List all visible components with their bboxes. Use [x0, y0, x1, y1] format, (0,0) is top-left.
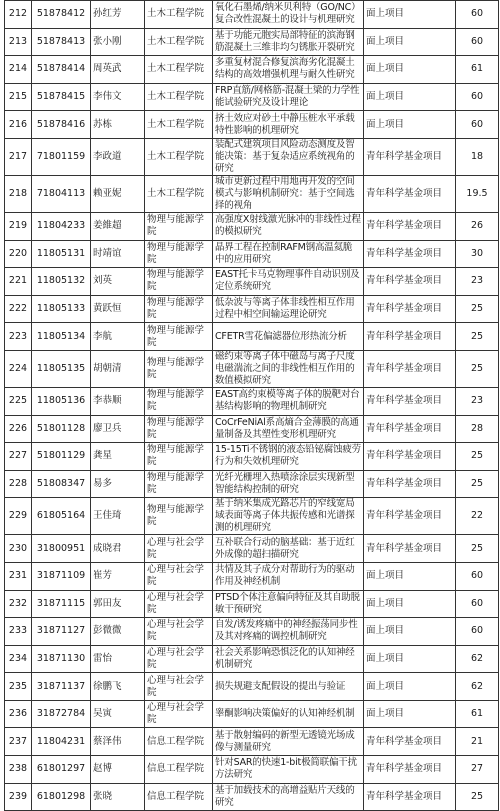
funding-cell: 60	[456, 83, 499, 111]
project-title-cell: 共情及其子成分对帮助行为的驱动作用及神经机制	[213, 562, 364, 590]
project-type-cell: 青年科学基金项目	[364, 783, 456, 811]
row-number-cell: 235	[5, 673, 32, 701]
college-cell: 信息工程学院	[145, 728, 213, 756]
row-number-cell: 213	[5, 28, 32, 56]
project-title-cell: CoCrFeNiAl系高熵合金薄膜的高通量制备及其塑性变形机理研究	[213, 415, 364, 443]
project-type-cell: 青年科学基金项目	[364, 535, 456, 563]
table-row	[5, 138, 499, 175]
college-cell: 物理与能源学院	[145, 268, 213, 296]
project-id-cell: 11805134	[32, 323, 91, 351]
project-title-cell: 互补联合行动的脑基础：基于近红外成像的超扫描研究	[213, 535, 364, 563]
funding-cell: 23	[456, 268, 499, 296]
row-number-cell: 223	[5, 323, 32, 351]
college-cell: 土木工程学院	[145, 56, 213, 84]
project-type-cell: 青年科学基金项目	[364, 323, 456, 351]
researcher-name-cell: 龚星	[91, 443, 145, 471]
funding-cell: 25	[456, 323, 499, 351]
table-row	[5, 783, 499, 811]
row-number-cell: 216	[5, 111, 32, 139]
researcher-name-cell: 易多	[91, 470, 145, 498]
table-row	[5, 350, 499, 387]
project-type-cell: 青年科学基金项目	[364, 470, 456, 498]
table-row	[5, 443, 499, 471]
row-number-cell: 212	[5, 1, 32, 29]
funding-cell: 25	[456, 443, 499, 471]
project-type-cell: 青年科学基金项目	[364, 268, 456, 296]
researcher-name-cell: 赵博	[91, 756, 145, 784]
project-title-cell: 15-15Ti不锈钢的液态铅铋腐蚀疲劳行为和失效机理研究	[213, 443, 364, 471]
college-cell: 心理与社会学院	[145, 645, 213, 673]
researcher-name-cell: 李航	[91, 323, 145, 351]
researcher-name-cell: 蔡泽伟	[91, 728, 145, 756]
college-cell: 信息工程学院	[145, 783, 213, 811]
project-id-cell: 11805131	[32, 240, 91, 268]
funding-cell: 28	[456, 415, 499, 443]
row-number-cell: 226	[5, 415, 32, 443]
table-row	[5, 673, 499, 701]
table-row	[5, 1, 499, 29]
funding-cell: 21	[456, 728, 499, 756]
project-title-cell: 多重复材混合修复滨海劣化混凝土结构的高效增强机理与耐久性研究	[213, 56, 364, 84]
researcher-name-cell: 李政道	[91, 138, 145, 175]
funding-cell: 30	[456, 240, 499, 268]
project-id-cell: 11805132	[32, 268, 91, 296]
college-cell: 物理与能源学院	[145, 295, 213, 323]
row-number-cell: 217	[5, 138, 32, 175]
funding-cell: 60	[456, 1, 499, 29]
project-type-cell: 青年科学基金项目	[364, 295, 456, 323]
researcher-name-cell: 李恭顺	[91, 387, 145, 415]
table-row	[5, 28, 499, 56]
project-type-cell: 青年科学基金项目	[364, 443, 456, 471]
funding-cell: 61	[456, 56, 499, 84]
project-type-cell: 面上项目	[364, 562, 456, 590]
table-row	[5, 756, 499, 784]
project-title-cell: CFETR雪花偏滤器位形热流分析	[213, 323, 364, 351]
funding-cell: 60	[456, 111, 499, 139]
project-type-cell: 青年科学基金项目	[364, 138, 456, 175]
college-cell: 心理与社会学院	[145, 673, 213, 701]
project-table	[4, 0, 499, 811]
row-number-cell: 220	[5, 240, 32, 268]
project-id-cell: 11804231	[32, 728, 91, 756]
table-row	[5, 498, 499, 535]
project-id-cell: 11805136	[32, 387, 91, 415]
table-row	[5, 268, 499, 296]
project-id-cell: 11805133	[32, 295, 91, 323]
college-cell: 土木工程学院	[145, 1, 213, 29]
project-id-cell: 31871137	[32, 673, 91, 701]
project-id-cell: 71801159	[32, 138, 91, 175]
college-cell: 物理与能源学院	[145, 443, 213, 471]
project-title-cell: 损失规避支配假设的提出与验证	[213, 673, 364, 701]
table-row	[5, 535, 499, 563]
college-cell: 物理与能源学院	[145, 350, 213, 387]
project-title-cell: 基于纳米集成光路芯片的窄线宽局域表面等离子体共振传感和光谱探测的机理研究	[213, 498, 364, 535]
project-title-cell: EAST托卡马克物理事件自动识别及定位系统研究	[213, 268, 364, 296]
college-cell: 土木工程学院	[145, 138, 213, 175]
college-cell: 物理与能源学院	[145, 387, 213, 415]
funding-cell: 19.5	[456, 175, 499, 212]
table-row	[5, 700, 499, 728]
researcher-name-cell: 崔芳	[91, 562, 145, 590]
project-id-cell: 51878414	[32, 56, 91, 84]
researcher-name-cell: 李伟文	[91, 83, 145, 111]
researcher-name-cell: 时靖谊	[91, 240, 145, 268]
researcher-name-cell: 郭田友	[91, 590, 145, 618]
funding-cell: 61	[456, 700, 499, 728]
college-cell: 土木工程学院	[145, 175, 213, 212]
project-id-cell: 51808347	[32, 470, 91, 498]
project-type-cell: 面上项目	[364, 673, 456, 701]
table-row	[5, 175, 499, 212]
college-cell: 心理与社会学院	[145, 618, 213, 646]
project-id-cell: 31800951	[32, 535, 91, 563]
researcher-name-cell: 成晓君	[91, 535, 145, 563]
project-id-cell: 11805135	[32, 350, 91, 387]
funding-cell: 60	[456, 28, 499, 56]
researcher-name-cell: 姜維超	[91, 212, 145, 240]
row-number-cell: 231	[5, 562, 32, 590]
table-row	[5, 728, 499, 756]
funding-cell: 27	[456, 756, 499, 784]
project-id-cell: 11804233	[32, 212, 91, 240]
project-id-cell: 31871130	[32, 645, 91, 673]
project-type-cell: 青年科学基金项目	[364, 728, 456, 756]
funding-cell: 18	[456, 138, 499, 175]
row-number-cell: 232	[5, 590, 32, 618]
project-title-cell: 基于功能元胞实局部特征的滨海钢筋混凝土三维非均匀锈胀开裂研究	[213, 28, 364, 56]
project-id-cell: 31871115	[32, 590, 91, 618]
researcher-name-cell: 张晓	[91, 783, 145, 811]
researcher-name-cell: 廖卫兵	[91, 415, 145, 443]
college-cell: 信息工程学院	[145, 756, 213, 784]
college-cell: 土木工程学院	[145, 83, 213, 111]
college-cell: 心理与社会学院	[145, 590, 213, 618]
researcher-name-cell: 赖亚妮	[91, 175, 145, 212]
row-number-cell: 230	[5, 535, 32, 563]
project-type-cell: 面上项目	[364, 111, 456, 139]
project-id-cell: 51878412	[32, 1, 91, 29]
funding-cell: 22	[456, 498, 499, 535]
project-id-cell: 51801129	[32, 443, 91, 471]
project-id-cell: 61805164	[32, 498, 91, 535]
funding-cell: 25	[456, 350, 499, 387]
project-title-cell: PTSD个体注意偏向特征及其自助脱敏干预研究	[213, 590, 364, 618]
project-title-cell: 自发/诱发疼痛中的神经振荡同步性及其对疼痛的调控机制研究	[213, 618, 364, 646]
researcher-name-cell: 周英武	[91, 56, 145, 84]
row-number-cell: 229	[5, 498, 32, 535]
college-cell: 物理与能源学院	[145, 212, 213, 240]
row-number-cell: 218	[5, 175, 32, 212]
researcher-name-cell: 徐鹏飞	[91, 673, 145, 701]
project-type-cell: 面上项目	[364, 590, 456, 618]
row-number-cell: 233	[5, 618, 32, 646]
row-number-cell: 222	[5, 295, 32, 323]
funding-cell: 25	[456, 783, 499, 811]
project-id-cell: 71804113	[32, 175, 91, 212]
project-title-cell: FRP直筋/网格筋-混凝土梁的力学性能试验研究及设计理论	[213, 83, 364, 111]
project-type-cell: 青年科学基金项目	[364, 240, 456, 268]
project-id-cell: 51878415	[32, 83, 91, 111]
researcher-name-cell: 苏栋	[91, 111, 145, 139]
row-number-cell: 224	[5, 350, 32, 387]
project-title-cell: 光纤光栅埋入热喷涂涂层实现新型智能结构控制的研究	[213, 470, 364, 498]
funding-cell: 25	[456, 535, 499, 563]
project-type-cell: 面上项目	[364, 618, 456, 646]
researcher-name-cell: 彭微微	[91, 618, 145, 646]
table-row	[5, 111, 499, 139]
project-id-cell: 31872784	[32, 700, 91, 728]
table-row	[5, 645, 499, 673]
project-type-cell: 青年科学基金项目	[364, 498, 456, 535]
table-row	[5, 470, 499, 498]
researcher-name-cell: 孙红芳	[91, 1, 145, 29]
project-id-cell: 51801128	[32, 415, 91, 443]
row-number-cell: 237	[5, 728, 32, 756]
row-number-cell: 221	[5, 268, 32, 296]
row-number-cell: 225	[5, 387, 32, 415]
project-id-cell: 51878416	[32, 111, 91, 139]
funding-cell: 26	[456, 212, 499, 240]
project-type-cell: 青年科学基金项目	[364, 350, 456, 387]
table-row	[5, 240, 499, 268]
project-id-cell: 31871127	[32, 618, 91, 646]
project-title-cell: 装配式建筑项目风险动态测度及智能决策：基于复杂适应系统视角的研究	[213, 138, 364, 175]
project-title-cell: 社会关系影响恐惧泛化的认知神经机制研究	[213, 645, 364, 673]
row-number-cell: 219	[5, 212, 32, 240]
project-type-cell: 面上项目	[364, 28, 456, 56]
college-cell: 物理与能源学院	[145, 415, 213, 443]
table-row	[5, 387, 499, 415]
table-row	[5, 212, 499, 240]
project-type-cell: 青年科学基金项目	[364, 212, 456, 240]
table-row	[5, 56, 499, 84]
project-type-cell: 青年科学基金项目	[364, 175, 456, 212]
researcher-name-cell: 黄跃恒	[91, 295, 145, 323]
researcher-name-cell: 吴寅	[91, 700, 145, 728]
researcher-name-cell: 王佳琦	[91, 498, 145, 535]
college-cell: 物理与能源学院	[145, 470, 213, 498]
project-type-cell: 青年科学基金项目	[364, 756, 456, 784]
project-title-cell: 氧化石墨烯/纳米贝利特（GO/NC）复合改性混凝土的设计与机理研究	[213, 1, 364, 29]
row-number-cell: 236	[5, 700, 32, 728]
funding-cell: 25	[456, 295, 499, 323]
project-type-cell: 青年科学基金项目	[364, 415, 456, 443]
table-row	[5, 83, 499, 111]
project-title-cell: 睾酮影响决策偏好的认知神经机制	[213, 700, 364, 728]
college-cell: 土木工程学院	[145, 111, 213, 139]
project-type-cell: 面上项目	[364, 56, 456, 84]
researcher-name-cell: 雷怡	[91, 645, 145, 673]
college-cell: 心理与社会学院	[145, 535, 213, 563]
project-id-cell: 31871109	[32, 562, 91, 590]
researcher-name-cell: 刘英	[91, 268, 145, 296]
funding-cell: 62	[456, 645, 499, 673]
funding-cell: 23	[456, 387, 499, 415]
project-title-cell: 针对SAR的快速1-bit极简联偏干扰方法研究	[213, 756, 364, 784]
row-number-cell: 239	[5, 783, 32, 811]
table-row	[5, 590, 499, 618]
project-title-cell: 磁约束等离子体中磁岛与离子尺度电磁湍流之间的非线性相互作用的数值模拟研究	[213, 350, 364, 387]
table-row	[5, 295, 499, 323]
funding-cell: 60	[456, 618, 499, 646]
project-title-cell: 挤土效应对砂土中静压桩水平承载特性影响的机理研究	[213, 111, 364, 139]
row-number-cell: 228	[5, 470, 32, 498]
project-id-cell: 51878413	[32, 28, 91, 56]
row-number-cell: 227	[5, 443, 32, 471]
college-cell: 物理与能源学院	[145, 240, 213, 268]
row-number-cell: 214	[5, 56, 32, 84]
table-row	[5, 415, 499, 443]
project-title-cell: 低杂波与等离子体非线性相互作用过程中相空间输运理论研究	[213, 295, 364, 323]
row-number-cell: 215	[5, 83, 32, 111]
table-body	[5, 1, 499, 811]
table-row	[5, 618, 499, 646]
college-cell: 物理与能源学院	[145, 498, 213, 535]
funding-cell: 62	[456, 673, 499, 701]
funding-cell: 60	[456, 562, 499, 590]
project-type-cell: 面上项目	[364, 83, 456, 111]
project-title-cell: 高强度X射线激光脉冲的非线性过程的模拟研究	[213, 212, 364, 240]
researcher-name-cell: 胡朝清	[91, 350, 145, 387]
project-type-cell: 面上项目	[364, 1, 456, 29]
project-title-cell: EAST高约束模等离子体的脱靶对台基结构影响的物理机制研究	[213, 387, 364, 415]
project-type-cell: 面上项目	[364, 645, 456, 673]
project-title-cell: 城市更新过程中用地再开发的空间模式与影响机制研究：基于空间选择的视角	[213, 175, 364, 212]
table-row	[5, 562, 499, 590]
college-cell: 心理与社会学院	[145, 700, 213, 728]
researcher-name-cell: 张小刚	[91, 28, 145, 56]
college-cell: 土木工程学院	[145, 28, 213, 56]
college-cell: 心理与社会学院	[145, 562, 213, 590]
funding-cell: 60	[456, 590, 499, 618]
project-title-cell: 基于加载技术的高增益贴片天线的研究	[213, 783, 364, 811]
project-title-cell: 晶界工程在控制RAFM钢高温氦脆中的应用研究	[213, 240, 364, 268]
project-id-cell: 61801298	[32, 783, 91, 811]
funding-cell: 25	[456, 470, 499, 498]
row-number-cell: 234	[5, 645, 32, 673]
table-row	[5, 323, 499, 351]
row-number-cell: 238	[5, 756, 32, 784]
project-type-cell: 面上项目	[364, 700, 456, 728]
project-type-cell: 青年科学基金项目	[364, 387, 456, 415]
project-title-cell: 基于散射编码的新型无透镜光场成像与测量研究	[213, 728, 364, 756]
project-id-cell: 61801297	[32, 756, 91, 784]
college-cell: 物理与能源学院	[145, 323, 213, 351]
